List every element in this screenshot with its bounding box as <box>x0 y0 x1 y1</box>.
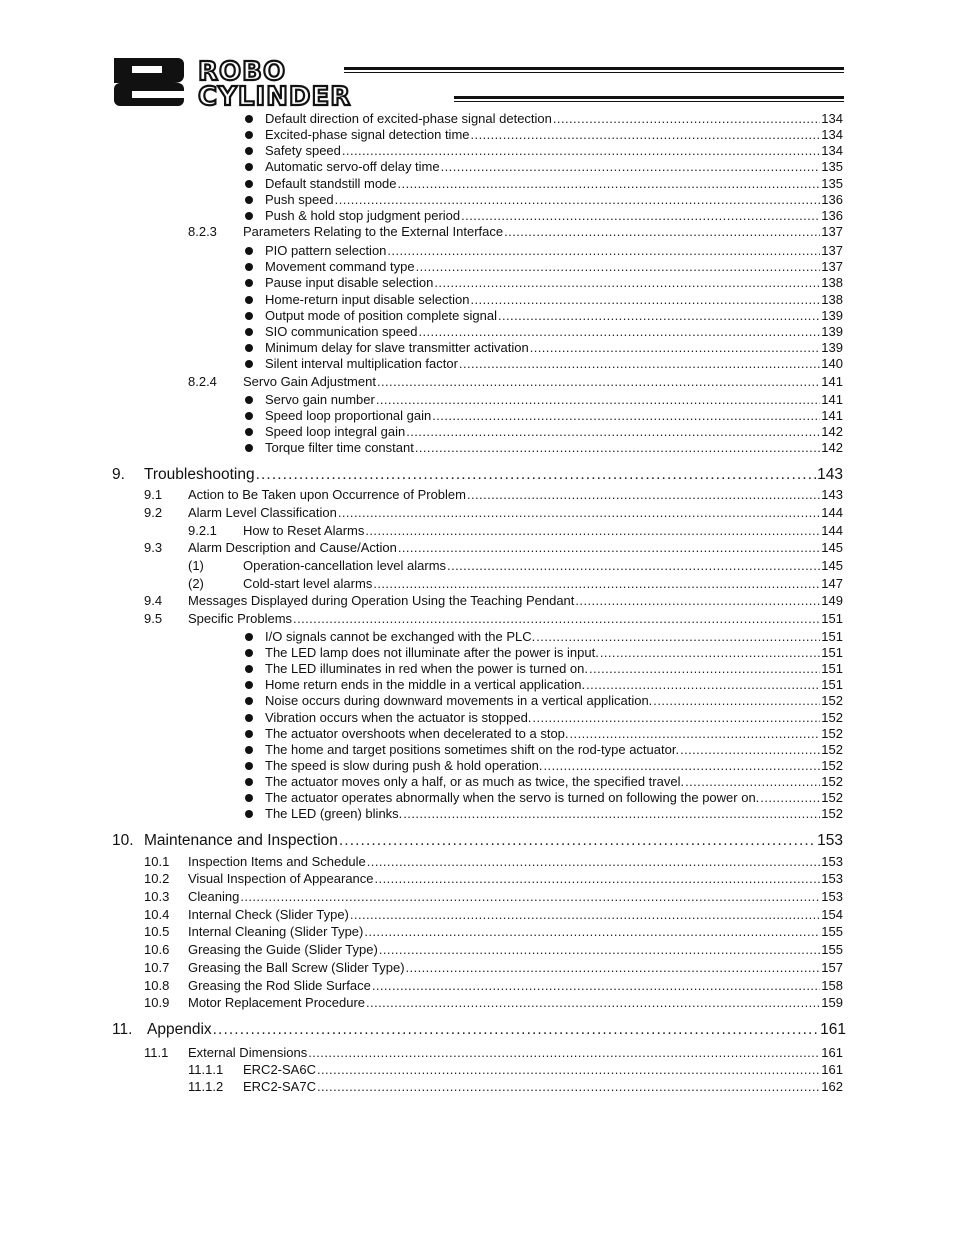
toc-entry-number: 9.1 <box>144 487 163 502</box>
toc-entry-subsub <box>243 1062 843 1078</box>
dot-leader <box>532 710 820 726</box>
toc-entry-section <box>188 487 843 503</box>
bullet-icon <box>245 131 253 139</box>
toc-entry-title: PIO pattern selection <box>265 243 387 258</box>
toc-entry-bullet <box>265 111 843 127</box>
dot-leader <box>544 758 821 774</box>
dot-leader <box>553 111 820 127</box>
toc-entry-bullet <box>265 693 843 709</box>
toc-entry-section <box>188 1045 843 1061</box>
dot-leader <box>366 995 820 1011</box>
toc-entry-page: 162 <box>821 1079 843 1094</box>
dot-leader <box>373 576 820 592</box>
toc-entry-bullet <box>265 176 843 192</box>
logo-text-robo: ROBO <box>198 57 287 87</box>
toc-entry-bullet <box>265 677 843 693</box>
bullet-icon <box>245 196 253 204</box>
toc-entry-number: 10.8 <box>144 978 170 993</box>
bullet-icon <box>245 180 253 188</box>
toc-entry-bullet <box>265 292 843 308</box>
dot-leader <box>447 558 820 574</box>
toc-entry-page: 152 <box>821 710 843 725</box>
toc-entry-title: Excited-phase signal detection time <box>265 127 470 142</box>
toc-entry-number: (1) <box>188 558 204 573</box>
toc-entry-page: 135 <box>821 176 843 191</box>
bullet-icon <box>245 360 253 368</box>
toc-entry-bullet <box>265 440 843 456</box>
toc-entry-number: 10.7 <box>144 960 170 975</box>
dot-leader <box>589 661 820 677</box>
bullet-icon <box>245 697 253 705</box>
toc-entry-page: 141 <box>821 408 843 423</box>
toc-entry-page: 139 <box>821 324 843 339</box>
toc-entry-page: 138 <box>821 292 843 307</box>
toc-entry-page: 151 <box>821 661 843 676</box>
dot-leader <box>685 774 820 790</box>
toc-entry-bullet <box>265 243 843 259</box>
dot-leader <box>398 176 821 192</box>
toc-entry-page: 134 <box>821 127 843 142</box>
toc-entry-title: Minimum delay for slave transmitter activation <box>265 340 529 355</box>
bullet-icon <box>245 247 253 255</box>
toc-entry-page: 151 <box>821 677 843 692</box>
toc-entry-page: 157 <box>821 960 843 975</box>
toc-entry-title: The actuator overshoots when decelerated to a stop. <box>265 726 569 741</box>
toc-entry-number: 8.2.3 <box>188 224 217 239</box>
bullet-icon <box>245 714 253 722</box>
toc-entry-bullet <box>265 408 843 424</box>
toc-entry-title: Cleaning <box>188 889 240 904</box>
bullet-icon <box>245 328 253 336</box>
toc-entry-section <box>188 978 843 994</box>
toc-entry-title: Alarm Description and Cause/Action <box>188 540 397 555</box>
bullet-icon <box>245 212 253 220</box>
dot-leader <box>365 523 820 539</box>
toc-entry-page: 152 <box>821 806 843 821</box>
dot-leader <box>432 408 820 424</box>
dot-leader <box>416 259 821 275</box>
bullet-icon <box>245 633 253 641</box>
toc-entry-title: How to Reset Alarms <box>243 523 365 538</box>
toc-entry-page: 154 <box>821 907 843 922</box>
bullet-icon <box>245 312 253 320</box>
toc-entry-number: 11.1.1 <box>188 1062 224 1077</box>
toc-entry-subsub <box>243 1079 843 1095</box>
toc-entry-section <box>188 889 843 905</box>
toc-entry-page: 144 <box>821 523 843 538</box>
dot-leader <box>434 275 820 291</box>
toc-entry-title: Maintenance and Inspection <box>144 832 338 849</box>
toc-entry-bullet <box>265 159 843 175</box>
toc-entry-section <box>188 611 843 627</box>
toc-entry-title: Internal Check (Slider Type) <box>188 907 349 922</box>
toc-entry-subsub <box>243 224 843 240</box>
bullet-icon <box>245 263 253 271</box>
toc-entry-title: Vibration occurs when the actuator is stopped. <box>265 710 532 725</box>
toc-entry-title: The speed is slow during push & hold operation. <box>265 758 543 773</box>
dot-leader <box>461 208 820 224</box>
dot-leader <box>418 324 820 340</box>
bullet-icon <box>245 681 253 689</box>
toc-entry-subsub <box>243 374 843 390</box>
toc-entry-bullet <box>265 143 843 159</box>
toc-entry-title: The LED (green) blinks. <box>265 806 403 821</box>
toc-entry-title: Greasing the Rod Slide Surface <box>188 978 371 993</box>
bullet-icon <box>245 649 253 657</box>
toc-entry-bullet <box>265 340 843 356</box>
toc-entry-title: Safety speed <box>265 143 341 158</box>
dot-leader <box>653 693 820 709</box>
bullet-icon <box>245 746 253 754</box>
toc-entry-title: Push speed <box>265 192 334 207</box>
toc-entry-bullet <box>265 392 843 408</box>
toc-entry-number: 10.3 <box>144 889 170 904</box>
toc-entry-title: Cold-start level alarms <box>243 576 373 591</box>
toc-entry-number: 9.5 <box>144 611 163 626</box>
toc-entry-number: 9.3 <box>144 540 163 555</box>
toc-entry-page: 137 <box>821 243 843 258</box>
toc-entry-number: 10. <box>112 832 134 849</box>
dot-leader <box>471 127 821 143</box>
toc-entry-title: Push & hold stop judgment period <box>265 208 461 223</box>
toc-entry-page: 153 <box>821 871 843 886</box>
toc-entry-title: Output mode of position complete signal <box>265 308 497 323</box>
toc-entry-title: Home-return input disable selection <box>265 292 470 307</box>
toc-entry-section <box>188 854 843 870</box>
toc-entry-number: 9.2 <box>144 505 163 520</box>
toc-entry-page: 145 <box>821 540 843 555</box>
dot-leader <box>441 159 821 175</box>
toc-entry-number: 11. <box>112 1021 133 1038</box>
dot-leader <box>575 593 820 609</box>
toc-entry-number: 9.4 <box>144 593 163 608</box>
toc-entry-title: Noise occurs during downward movements in a vertical application. <box>265 693 653 708</box>
toc-entry-title: Default direction of excited-phase signal detection <box>265 111 552 126</box>
dot-leader <box>213 1021 819 1039</box>
dot-leader <box>308 1045 820 1061</box>
dot-leader <box>586 677 820 693</box>
toc-entry-number: 9.2.1 <box>188 523 217 538</box>
toc-entry-subsub <box>243 523 843 539</box>
bullet-icon <box>245 810 253 818</box>
toc-entry-number: 10.5 <box>144 924 170 939</box>
toc-entry-page: 143 <box>821 487 843 502</box>
toc-entry-page: 161 <box>821 1062 843 1077</box>
toc-entry-title: Torque filter time constant <box>265 440 414 455</box>
toc-entry-title: Silent interval multiplication factor <box>265 356 458 371</box>
toc-entry-title: The home and target positions sometimes shift on the rod-type actuator. <box>265 742 680 757</box>
toc-entry-section <box>188 942 843 958</box>
toc-entry-title: SIO communication speed <box>265 324 418 339</box>
dot-leader <box>406 424 820 440</box>
toc-entry-page: 152 <box>821 693 843 708</box>
toc-entry-bullet <box>265 308 843 324</box>
toc-entry-bullet <box>265 259 843 275</box>
toc-entry-title: Speed loop integral gain <box>265 424 406 439</box>
bullet-icon <box>245 730 253 738</box>
toc-entry-bullet <box>265 275 843 291</box>
toc-entry-chapter <box>144 466 843 484</box>
toc-entry-bullet <box>265 710 843 726</box>
toc-entry-title: Troubleshooting <box>144 466 255 483</box>
dot-leader <box>376 392 820 408</box>
toc-entry-page: 155 <box>821 924 843 939</box>
toc-entry-title: Specific Problems <box>188 611 293 626</box>
toc-entry-number: 11.1 <box>144 1045 169 1060</box>
toc-entry-section <box>188 593 843 609</box>
toc-entry-title: I/O signals cannot be exchanged with the PLC. <box>265 629 536 644</box>
toc-entry-page: 152 <box>821 790 843 805</box>
toc-entry-number: 11.1.2 <box>188 1079 224 1094</box>
toc-entry-title: Operation-cancellation level alarms <box>243 558 447 573</box>
bullet-icon <box>245 794 253 802</box>
toc-entry-title: Motor Replacement Procedure <box>188 995 366 1010</box>
logo-text-cylinder: CYLINDER <box>198 82 352 108</box>
dot-leader <box>293 611 820 627</box>
toc-entry-page: 136 <box>821 192 843 207</box>
toc-entry-number: 8.2.4 <box>188 374 217 389</box>
toc-entry-title: Greasing the Guide (Slider Type) <box>188 942 378 957</box>
toc-entry-title: Messages Displayed during Operation Using the Teaching Pendant <box>188 593 575 608</box>
toc-entry-section <box>188 540 843 556</box>
toc-entry-bullet <box>265 208 843 224</box>
toc-entry-section <box>188 871 843 887</box>
toc-entry-bullet <box>265 356 843 372</box>
toc-entry-title: External Dimensions <box>188 1045 308 1060</box>
toc-entry-title: Default standstill mode <box>265 176 397 191</box>
dot-leader <box>317 1062 820 1078</box>
dot-leader <box>498 308 820 324</box>
toc-entry-title: Greasing the Ball Screw (Slider Type) <box>188 960 405 975</box>
toc-entry-title: Internal Cleaning (Slider Type) <box>188 924 364 939</box>
toc-entry-page: 161 <box>821 1045 843 1060</box>
toc-entry-page: 151 <box>821 611 843 626</box>
toc-entry-page: 151 <box>821 645 843 660</box>
dot-leader <box>317 1079 820 1095</box>
dot-leader <box>536 629 820 645</box>
toc-entry-page: 137 <box>821 259 843 274</box>
toc-entry-page: 143 <box>817 466 843 483</box>
dot-leader <box>459 356 820 372</box>
toc-entry-title: The LED lamp does not illuminate after the power is input. <box>265 645 599 660</box>
toc-entry-section <box>188 924 843 940</box>
toc-entry-bullet <box>265 790 843 806</box>
toc-entry-page: 141 <box>821 392 843 407</box>
toc-entry-page: 137 <box>821 224 843 239</box>
toc-entry-subsub <box>243 558 843 574</box>
bullet-icon <box>245 344 253 352</box>
toc-entry-page: 134 <box>821 111 843 126</box>
toc-entry-page: 142 <box>821 424 843 439</box>
bullet-icon <box>245 428 253 436</box>
bullet-icon <box>245 147 253 155</box>
dot-leader <box>375 871 821 887</box>
toc-entry-bullet <box>265 192 843 208</box>
toc-entry-title: The LED illuminates in red when the power is turned on. <box>265 661 589 676</box>
toc-entry-title: Alarm Level Classification <box>188 505 337 520</box>
bullet-icon <box>245 762 253 770</box>
toc-entry-title: Inspection Items and Schedule <box>188 854 366 869</box>
dot-leader <box>342 143 820 159</box>
dot-leader <box>680 742 820 758</box>
toc-entry-title: The actuator moves only a half, or as much as twice, the specified travel. <box>265 774 685 789</box>
dot-leader <box>406 960 821 976</box>
toc-entry-title: Appendix <box>147 1021 212 1038</box>
toc-entry-page: 136 <box>821 208 843 223</box>
toc-entry-bullet <box>265 127 843 143</box>
toc-entry-bullet <box>265 758 843 774</box>
toc-entry-page: 149 <box>821 593 843 608</box>
bullet-icon <box>245 296 253 304</box>
toc-entry-bullet <box>265 726 843 742</box>
dot-leader <box>471 292 821 308</box>
bullet-icon <box>245 444 253 452</box>
toc-entry-bullet <box>265 324 843 340</box>
toc-entry-page: 135 <box>821 159 843 174</box>
toc-entry-page: 153 <box>817 832 843 849</box>
toc-entry-page: 153 <box>821 889 843 904</box>
dot-leader <box>335 192 821 208</box>
toc-entry-title: Servo gain number <box>265 392 375 407</box>
toc-entry-page: 152 <box>821 726 843 741</box>
toc-entry-title: The actuator operates abnormally when the servo is turned on following the power on. <box>265 790 760 805</box>
dot-leader <box>338 505 820 521</box>
toc-entry-number: (2) <box>188 576 204 591</box>
toc-entry-title: Pause input disable selection <box>265 275 434 290</box>
toc-entry-page: 144 <box>821 505 843 520</box>
bullet-icon <box>245 396 253 404</box>
toc-entry-bullet <box>265 806 843 822</box>
toc-entry-number: 10.9 <box>144 995 170 1010</box>
toc-entry-bullet <box>265 424 843 440</box>
dot-leader <box>387 243 820 259</box>
toc-entry-title: Movement command type <box>265 259 415 274</box>
toc-entry-title: ERC2-SA7C <box>243 1079 316 1094</box>
dot-leader <box>530 340 821 356</box>
toc-entry-bullet <box>265 774 843 790</box>
dot-leader <box>504 224 820 240</box>
bullet-icon <box>245 412 253 420</box>
toc-entry-page: 139 <box>821 308 843 323</box>
toc-entry-number: 10.4 <box>144 907 170 922</box>
toc-entry-title: Visual Inspection of Appearance <box>188 871 374 886</box>
toc-entry-number: 9. <box>112 466 125 483</box>
dot-leader <box>367 854 821 870</box>
toc-entry-page: 158 <box>821 978 843 993</box>
toc-entry-title: Speed loop proportional gain <box>265 408 432 423</box>
toc-entry-bullet <box>265 645 843 661</box>
toc-entry-page: 152 <box>821 774 843 789</box>
toc-entry-subsub <box>243 576 843 592</box>
toc-entry-page: 142 <box>821 440 843 455</box>
dot-leader <box>364 924 820 940</box>
dot-leader <box>377 374 820 390</box>
dot-leader <box>570 726 821 742</box>
toc-entry-page: 138 <box>821 275 843 290</box>
toc-entry-page: 161 <box>820 1021 846 1038</box>
dot-leader <box>256 466 817 484</box>
toc-entry-title: Automatic servo-off delay time <box>265 159 440 174</box>
toc-entry-page: 145 <box>821 558 843 573</box>
toc-entry-section <box>188 907 843 923</box>
toc-entry-page: 147 <box>821 576 843 591</box>
dot-leader <box>240 889 820 905</box>
bullet-icon <box>245 115 253 123</box>
toc-entry-page: 141 <box>821 374 843 389</box>
toc-entry-number: 10.1 <box>144 854 170 869</box>
dot-leader <box>339 832 816 850</box>
toc-entry-page: 134 <box>821 143 843 158</box>
toc-entry-page: 155 <box>821 942 843 957</box>
toc-entry-chapter <box>144 832 843 850</box>
toc-entry-title: Servo Gain Adjustment <box>243 374 376 389</box>
toc-entry-title: Home return ends in the middle in a vertical application. <box>265 677 586 692</box>
toc-entry-page: 153 <box>821 854 843 869</box>
bullet-icon <box>245 163 253 171</box>
dot-leader <box>350 907 820 923</box>
toc-entry-section <box>188 960 843 976</box>
bullet-icon <box>245 279 253 287</box>
toc-entry-section <box>188 505 843 521</box>
toc-entry-page: 159 <box>821 995 843 1010</box>
toc-entry-title: Action to Be Taken upon Occurrence of Problem <box>188 487 466 502</box>
dot-leader <box>379 942 820 958</box>
dot-leader <box>600 645 820 661</box>
dot-leader <box>403 806 820 822</box>
dot-leader <box>467 487 820 503</box>
toc-entry-page: 151 <box>821 629 843 644</box>
toc-entry-number: 10.6 <box>144 942 170 957</box>
toc-entry-chapter <box>147 1021 846 1039</box>
toc-entry-title: ERC2-SA6C <box>243 1062 316 1077</box>
toc-entry-bullet <box>265 629 843 645</box>
bullet-icon <box>245 665 253 673</box>
toc-entry-number: 10.2 <box>144 871 170 886</box>
toc-entry-page: 152 <box>821 742 843 757</box>
toc-entry-bullet <box>265 661 843 677</box>
toc-entry-bullet <box>265 742 843 758</box>
toc-entry-page: 152 <box>821 758 843 773</box>
toc-entry-title: Parameters Relating to the External Interface <box>243 224 504 239</box>
dot-leader <box>398 540 820 556</box>
dot-leader <box>372 978 820 994</box>
dot-leader <box>760 790 820 806</box>
toc-entry-page: 140 <box>821 356 843 371</box>
dot-leader <box>415 440 820 456</box>
bullet-icon <box>245 778 253 786</box>
toc-entry-page: 139 <box>821 340 843 355</box>
toc-entry-section <box>188 995 843 1011</box>
